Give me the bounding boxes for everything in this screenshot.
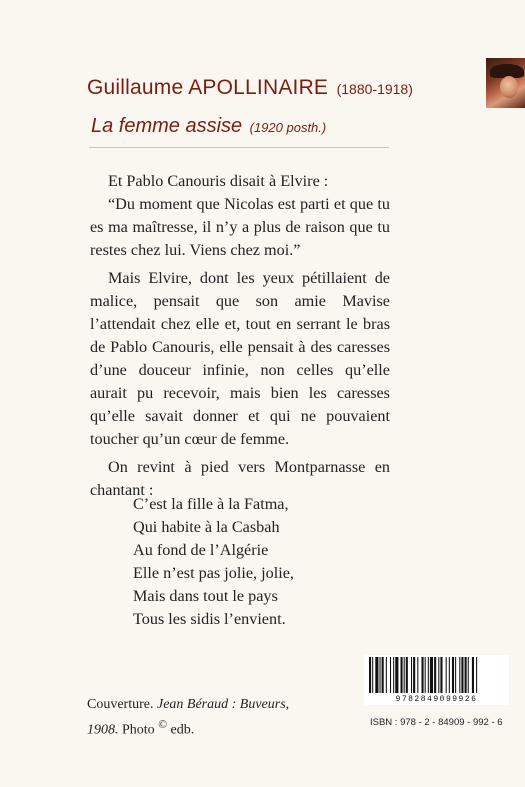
barcode-bar bbox=[434, 657, 436, 693]
paragraph: Mais Elvire, dont les yeux pétillaient de malice, pensait que son amie Mavise l’attendait chez elle et, tout en serrant le bras de Pablo Canouris, elle pensait à des caresses d’une douceur infinie, non celles qu’elle aurait pu recevoir, mais bien les caresses qu’elle savait donner et qui ne pouvaient toucher qu’un cœur de femme. bbox=[90, 269, 390, 448]
work-title-heading bbox=[91, 115, 451, 138]
barcode-bar bbox=[369, 657, 371, 693]
barcode bbox=[364, 655, 509, 705]
song-verse bbox=[133, 493, 373, 631]
barcode-bar bbox=[404, 657, 405, 693]
cover-portrait-thumbnail bbox=[486, 58, 525, 108]
credit-prefix: Couverture. bbox=[87, 697, 154, 712]
copyright-symbol: © bbox=[158, 718, 168, 731]
verse-line: Qui habite à la Casbah bbox=[133, 518, 280, 536]
paragraph: On revint à pied vers Montparnasse en chantant : bbox=[90, 458, 390, 499]
credit-work: Jean Béraud : Buveurs, bbox=[156, 697, 290, 712]
barcode-bar bbox=[428, 657, 429, 693]
barcode-bars bbox=[367, 657, 506, 695]
barcode-bar bbox=[375, 657, 378, 693]
isbn-label: ISBN : 978 - 2 - 84909 - 992 - 6 bbox=[370, 717, 503, 728]
verse-line: Mais dans tout le pays bbox=[133, 587, 278, 605]
barcode-bar bbox=[459, 657, 460, 693]
barcode-bar bbox=[425, 657, 426, 693]
barcode-bar bbox=[472, 657, 474, 693]
barcode-bar bbox=[390, 657, 391, 693]
barcode-bar bbox=[382, 657, 384, 693]
verse-line: C’est la fille à la Fatma, bbox=[133, 495, 289, 513]
author-heading bbox=[87, 76, 487, 106]
barcode-bar bbox=[395, 657, 398, 693]
barcode-bar bbox=[440, 657, 442, 693]
barcode-bar bbox=[468, 657, 469, 693]
barcode-bar bbox=[372, 657, 373, 693]
barcode-bar bbox=[417, 657, 418, 693]
barcode-bar bbox=[449, 657, 450, 693]
barcode-bar bbox=[465, 657, 467, 693]
credit-photo: Photo bbox=[122, 722, 155, 738]
verse-line: Tous les sidis l’envient. bbox=[133, 610, 286, 628]
barcode-bar bbox=[461, 657, 463, 693]
verse-line: Au fond de l’Algérie bbox=[133, 541, 269, 559]
portrait-face bbox=[500, 76, 518, 98]
barcode-bar bbox=[452, 657, 454, 693]
barcode-bar bbox=[411, 657, 412, 693]
barcode-bar bbox=[430, 657, 433, 693]
barcode-bar bbox=[401, 657, 403, 693]
credit-publisher: edb. bbox=[170, 722, 195, 738]
barcode-bar bbox=[438, 657, 439, 693]
barcode-bar bbox=[386, 657, 387, 693]
barcode-bar bbox=[446, 657, 447, 693]
work-year: (1920 posth.) bbox=[249, 120, 327, 135]
barcode-bar bbox=[393, 657, 394, 693]
cover-credit bbox=[87, 695, 297, 741]
paragraph: “Du moment que Nicolas est parti et que tu es ma maîtresse, il n’y a plus de raison que tu restes chez lui. Viens chez moi.” bbox=[90, 195, 390, 259]
excerpt-text bbox=[90, 170, 390, 502]
barcode-bar bbox=[413, 657, 415, 693]
verse-line: Elle n’est pas jolie, jolie, bbox=[133, 564, 294, 582]
author-name: Guillaume APOLLINAIRE bbox=[87, 76, 329, 99]
header-divider bbox=[89, 147, 389, 148]
barcode-bar bbox=[406, 657, 408, 693]
credit-year: 1908. bbox=[87, 722, 119, 738]
author-dates: (1880-1918) bbox=[336, 81, 413, 97]
barcode-digits: 9782849099926 bbox=[395, 695, 478, 704]
work-title: La femme assise bbox=[91, 115, 243, 137]
barcode-bar bbox=[455, 657, 456, 693]
barcode-bar bbox=[422, 657, 424, 693]
paragraph: Et Pablo Canouris disait à Elvire : bbox=[108, 172, 329, 190]
barcode-bar bbox=[380, 657, 381, 693]
barcode-bar bbox=[476, 657, 477, 693]
